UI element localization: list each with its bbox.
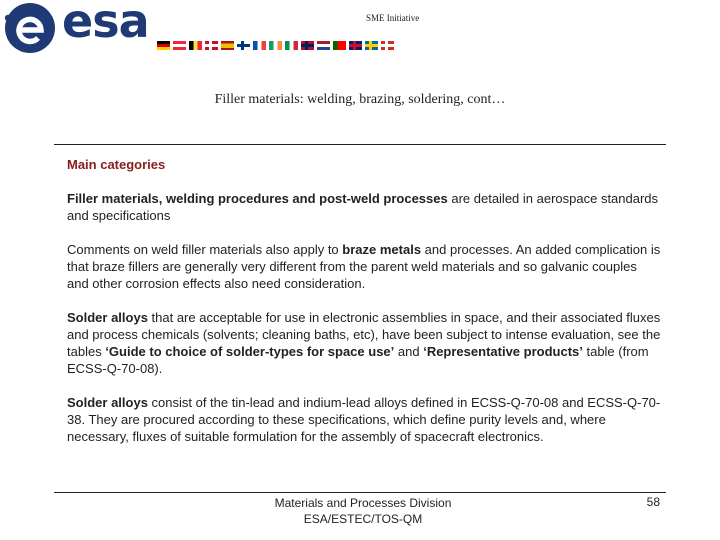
- portugal-flag: [333, 41, 346, 50]
- top-divider: [54, 144, 666, 145]
- italy-flag: [285, 41, 298, 50]
- emphasis-text: Solder alloys: [67, 395, 148, 410]
- esa-logo: [0, 0, 160, 58]
- body-text: that are acceptable for use in electronic assemblies in space, and their associated fluxes and process chemicals (solvents; cleaning baths, etc), have been subject to intense evaluation, see the tables: [67, 310, 661, 359]
- emphasis-text: ‘Representative products’: [423, 344, 583, 359]
- germany-flag: [157, 41, 170, 50]
- body-text: and processes. An added complication is that braze fillers are generally very different from the parent weld materials and so galvanic couples and other corrosion effects also need consideration.: [67, 242, 661, 291]
- netherlands-flag: [317, 41, 330, 50]
- emphasis-text: braze metals: [342, 242, 422, 257]
- footer-divider: [54, 492, 666, 493]
- ireland-flag: [269, 41, 282, 50]
- body-text: consist of the tin-lead and indium-lead alloys defined in ECSS-Q-70-08 and ECSS-Q-70-38. They are procured according to these specifications, which define purity levels and, where necessary, fluxes of suitable formulation for the assembly of spacecraft electronics.: [67, 395, 661, 444]
- slide-title: Filler materials: welding, brazing, soldering, cont…: [214, 92, 506, 107]
- finland-flag: [237, 41, 250, 50]
- body-text: table (from ECSS-Q-70-08).: [67, 344, 649, 376]
- header-caption: SME Initiative: [366, 13, 420, 23]
- slide-body: [67, 156, 662, 462]
- body-text: and: [394, 344, 424, 359]
- switzerland-flag: [381, 41, 394, 50]
- sweden-flag: [365, 41, 378, 50]
- esa-logo-mark: [0, 0, 62, 58]
- body-text: are detailed in aerospace standards and specifications: [67, 191, 659, 223]
- body-paragraph: [67, 241, 662, 292]
- body-text: Comments on weld filler materials also apply to: [67, 242, 343, 257]
- paragraph-list: [67, 190, 662, 445]
- belgium-flag: [189, 41, 202, 50]
- emphasis-text: ‘Guide to choice of solder-types for space use’: [105, 344, 395, 359]
- denmark-flag: [205, 41, 218, 50]
- footer-line-department: ESA/ESTEC/TOS-QM: [303, 512, 423, 526]
- emphasis-text: Solder alloys: [67, 310, 148, 325]
- france-flag: [253, 41, 266, 50]
- page-number: 58: [646, 495, 660, 509]
- austria-flag: [173, 41, 186, 50]
- footer-line-division: Materials and Processes Division: [274, 496, 452, 510]
- body-paragraph: [67, 394, 662, 445]
- emphasis-text: Filler materials, welding procedures and post-weld processes: [67, 191, 448, 206]
- member-state-flags: [157, 41, 394, 50]
- body-paragraph: [67, 190, 662, 224]
- esa-logo-text: esa: [62, 0, 149, 48]
- spain-flag: [221, 41, 234, 50]
- section-heading: Main categories: [67, 157, 166, 172]
- body-paragraph: [67, 309, 662, 377]
- uk-flag: [349, 41, 362, 50]
- norway-flag: [301, 41, 314, 50]
- footer-text: [200, 495, 526, 527]
